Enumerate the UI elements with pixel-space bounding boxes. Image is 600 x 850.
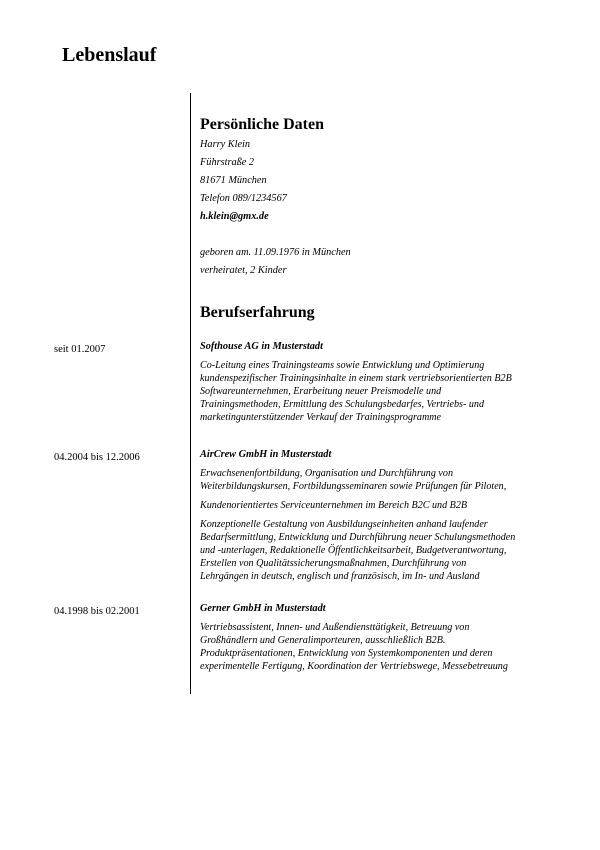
job-description-line: Co-Leitung eines Trainingsteams sowie Entwicklung und Optimierung	[200, 360, 485, 371]
job-description-line: Lehrgängen in deutsch, englisch und französisch, im In- und Ausland	[200, 571, 480, 582]
job-description-line: marketingunterstützender Verkauf der Trainingsprogramme	[200, 412, 442, 423]
job-entry	[200, 449, 570, 583]
job-description-line: Softwareunternehmen, Erarbeitung neuer Preismodelle und	[200, 386, 442, 397]
job-description-line: Vertriebsassistent, Innen- und Außendiensttätigkeit, Betreuung von	[200, 622, 470, 633]
job-description-line: Bedarfsermittlung, Entwicklung und Durchführung neuer Schulungsmethoden	[200, 532, 516, 543]
job-company: Gerner GmbH in Musterstadt	[200, 603, 326, 614]
personal-data-block	[200, 136, 287, 226]
job-entry	[200, 341, 570, 424]
job-description-line: Erstellen von Qualitätssicherungsmaßnahmen, Durchführung von	[200, 558, 467, 569]
job-description-line: Trainingsmethoden, Ermittlung des Schulungsbedarfes, Vertriebs- und	[200, 399, 485, 410]
job-description-line: und -unterlagen, Redaktionelle Öffentlichkeitsarbeit, Budgetverantwortung,	[200, 545, 507, 556]
person-phone: Telefon 089/1234567	[200, 193, 287, 204]
job-description	[200, 518, 570, 583]
vertical-divider	[190, 93, 191, 694]
job-entry	[200, 603, 570, 673]
job-description	[200, 359, 570, 424]
person-street: Führstraße 2	[200, 157, 255, 168]
job-description-line: Produktpräsentationen, Entwicklung von Systemkomponenten und deren	[200, 648, 493, 659]
job-description	[200, 467, 570, 493]
personal-extra-block	[200, 244, 351, 280]
job-period: seit 01.2007	[54, 344, 106, 355]
person-email[interactable]: h.klein@gmx.de	[200, 211, 269, 222]
job-description-line: kundenspezifischer Trainingsinhalte in einem stark vertriebsorientierten B2B	[200, 373, 512, 384]
person-name: Harry Klein	[200, 139, 251, 150]
document-title: Lebenslauf	[62, 44, 157, 66]
job-description-line: Weiterbildungskursen, Fortbildungsseminaren sowie Prüfungen für Piloten,	[200, 481, 507, 492]
person-family: verheiratet, 2 Kinder	[200, 265, 287, 276]
person-city: 81671 München	[200, 175, 267, 186]
job-description-line: Großhändlern und Generalimporteuren, ausschließlich B2B.	[200, 635, 446, 646]
job-description-line: Erwachsenenfortbildung, Organisation und Durchführung von	[200, 468, 453, 479]
job-description-line: experimentelle Fertigung, Koordination der Vertriebswege, Messebetreuung	[200, 661, 508, 672]
job-company: AirCrew GmbH in Musterstadt	[200, 449, 332, 460]
job-description-line: Konzeptionelle Gestaltung von Ausbildungseinheiten anhand laufender	[200, 519, 488, 530]
job-period: 04.2004 bis 12.2006	[54, 452, 140, 463]
job-description-line: Kundenorientiertes Serviceunternehmen im Bereich B2C und B2B	[200, 500, 468, 511]
job-description	[200, 621, 570, 673]
job-period: 04.1998 bis 02.2001	[54, 606, 140, 617]
job-description	[200, 499, 570, 512]
job-company: Softhouse AG in Musterstadt	[200, 341, 323, 352]
career-heading: Berufserfahrung	[200, 304, 315, 321]
personal-data-heading: Persönliche Daten	[200, 116, 324, 133]
person-birth: geboren am. 11.09.1976 in München	[200, 247, 351, 258]
